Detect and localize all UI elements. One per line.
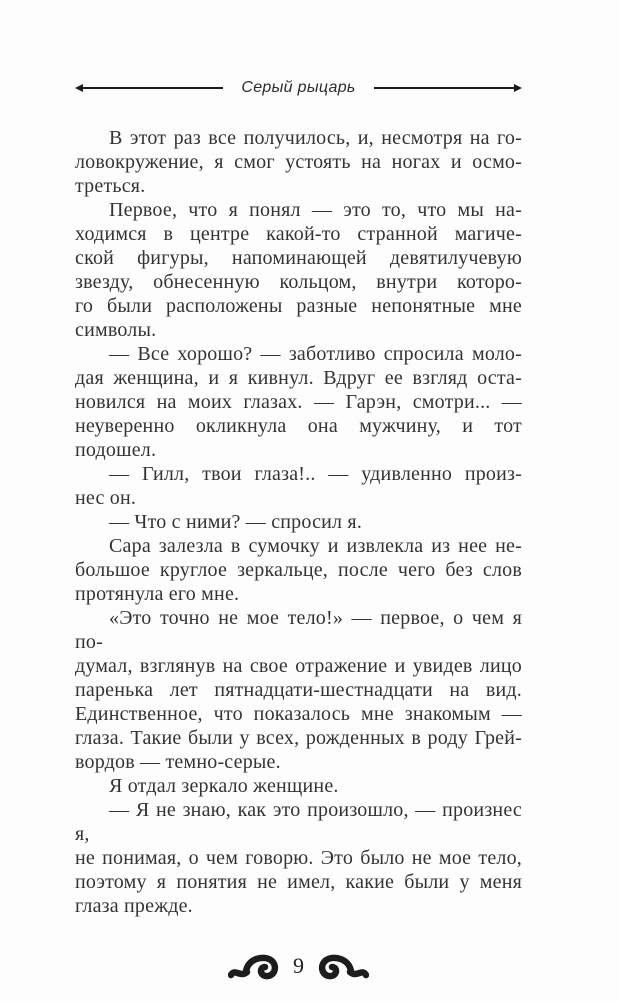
text-line: «Это точно не мое тело!» — первое, о чем я по- xyxy=(75,607,522,653)
paragraph xyxy=(75,510,522,534)
page-number: 9 xyxy=(293,953,304,978)
header-rule-line xyxy=(83,87,223,89)
text-line: новился на моих глазах. — Гарэн, смотри... — xyxy=(75,391,522,413)
text-line: вордов — темно-серые. xyxy=(75,751,281,773)
text-line: думал, взглянув на свое отражение и увидев лицо xyxy=(75,655,522,677)
text-line: неуверенно окликнула она мужчину, и тот xyxy=(75,415,522,437)
text-line: Первое, что я понял — это то, что мы на- xyxy=(109,199,522,221)
text-line: — Я не знаю, как это произошло, — произнес я, xyxy=(75,799,522,845)
text-line: большое круглое зеркальце, после чего без слов xyxy=(75,559,522,581)
page-footer xyxy=(75,949,522,985)
header-rule-line xyxy=(374,87,514,89)
paragraph xyxy=(75,774,522,798)
text-line: не понимая, о чем говорю. Это было не мое тело, xyxy=(75,847,522,869)
text-line: В этот раз все получилось, и, несмотря на го- xyxy=(109,127,522,149)
header-rule-right xyxy=(374,84,522,92)
text-line: Единственное, что показалось мне знакомым — xyxy=(75,703,522,725)
text-line: звезду, обнесенную кольцом, внутри которо- xyxy=(75,271,522,293)
text-line: нес он. xyxy=(75,487,137,509)
text-line: глаза. Такие были у всех, рожденных в роду Грей- xyxy=(75,727,522,749)
swirl-ornament-right-icon xyxy=(317,950,369,984)
text-line: — Все хорошо? — заботливо спросила моло- xyxy=(109,343,522,365)
running-header xyxy=(75,77,522,99)
text-line: протянула его мне. xyxy=(75,583,240,605)
right-arrow-icon xyxy=(514,84,522,92)
text-line: ской фигуры, напоминающей девятилучевую xyxy=(75,247,522,269)
text-line: глаза прежде. xyxy=(75,895,193,917)
paragraph xyxy=(75,606,522,774)
paragraph xyxy=(75,126,522,198)
paragraph xyxy=(75,462,522,510)
paragraph xyxy=(75,798,522,918)
text-line: подошел. xyxy=(75,439,157,461)
text-line: символы. xyxy=(75,319,157,341)
text-line: Я отдал зеркало женщине. xyxy=(109,775,339,797)
header-rule-left xyxy=(75,84,223,92)
text-line: поэтому я понятия не имел, какие были у меня xyxy=(75,871,522,893)
swirl-ornament-left-icon xyxy=(228,950,280,984)
text-line: дая женщина, и я кивнул. Вдруг ее взгляд оста- xyxy=(75,367,522,389)
book-title: Серый рыцарь xyxy=(241,79,356,96)
text-line: — Гилл, твои глаза!.. — удивленно произ- xyxy=(109,463,522,485)
text-line: ловокружение, я смог устоять на ногах и осмо- xyxy=(75,151,522,173)
paragraph xyxy=(75,534,522,606)
left-arrow-icon xyxy=(75,84,83,92)
text-line: треться. xyxy=(75,175,146,197)
text-line: ходимся в центре какой-то странной магиче- xyxy=(75,223,522,245)
text-line: паренька лет пятнадцати-шестнадцати на вид. xyxy=(75,679,522,701)
text-line: Сара залезла в сумочку и извлекла из нее не- xyxy=(109,535,522,557)
page-text xyxy=(75,126,522,918)
paragraph xyxy=(75,198,522,342)
text-line: — Что с ними? — спросил я. xyxy=(109,511,363,533)
text-line: го были расположены разные непонятные мне xyxy=(75,295,522,317)
paragraph xyxy=(75,342,522,462)
